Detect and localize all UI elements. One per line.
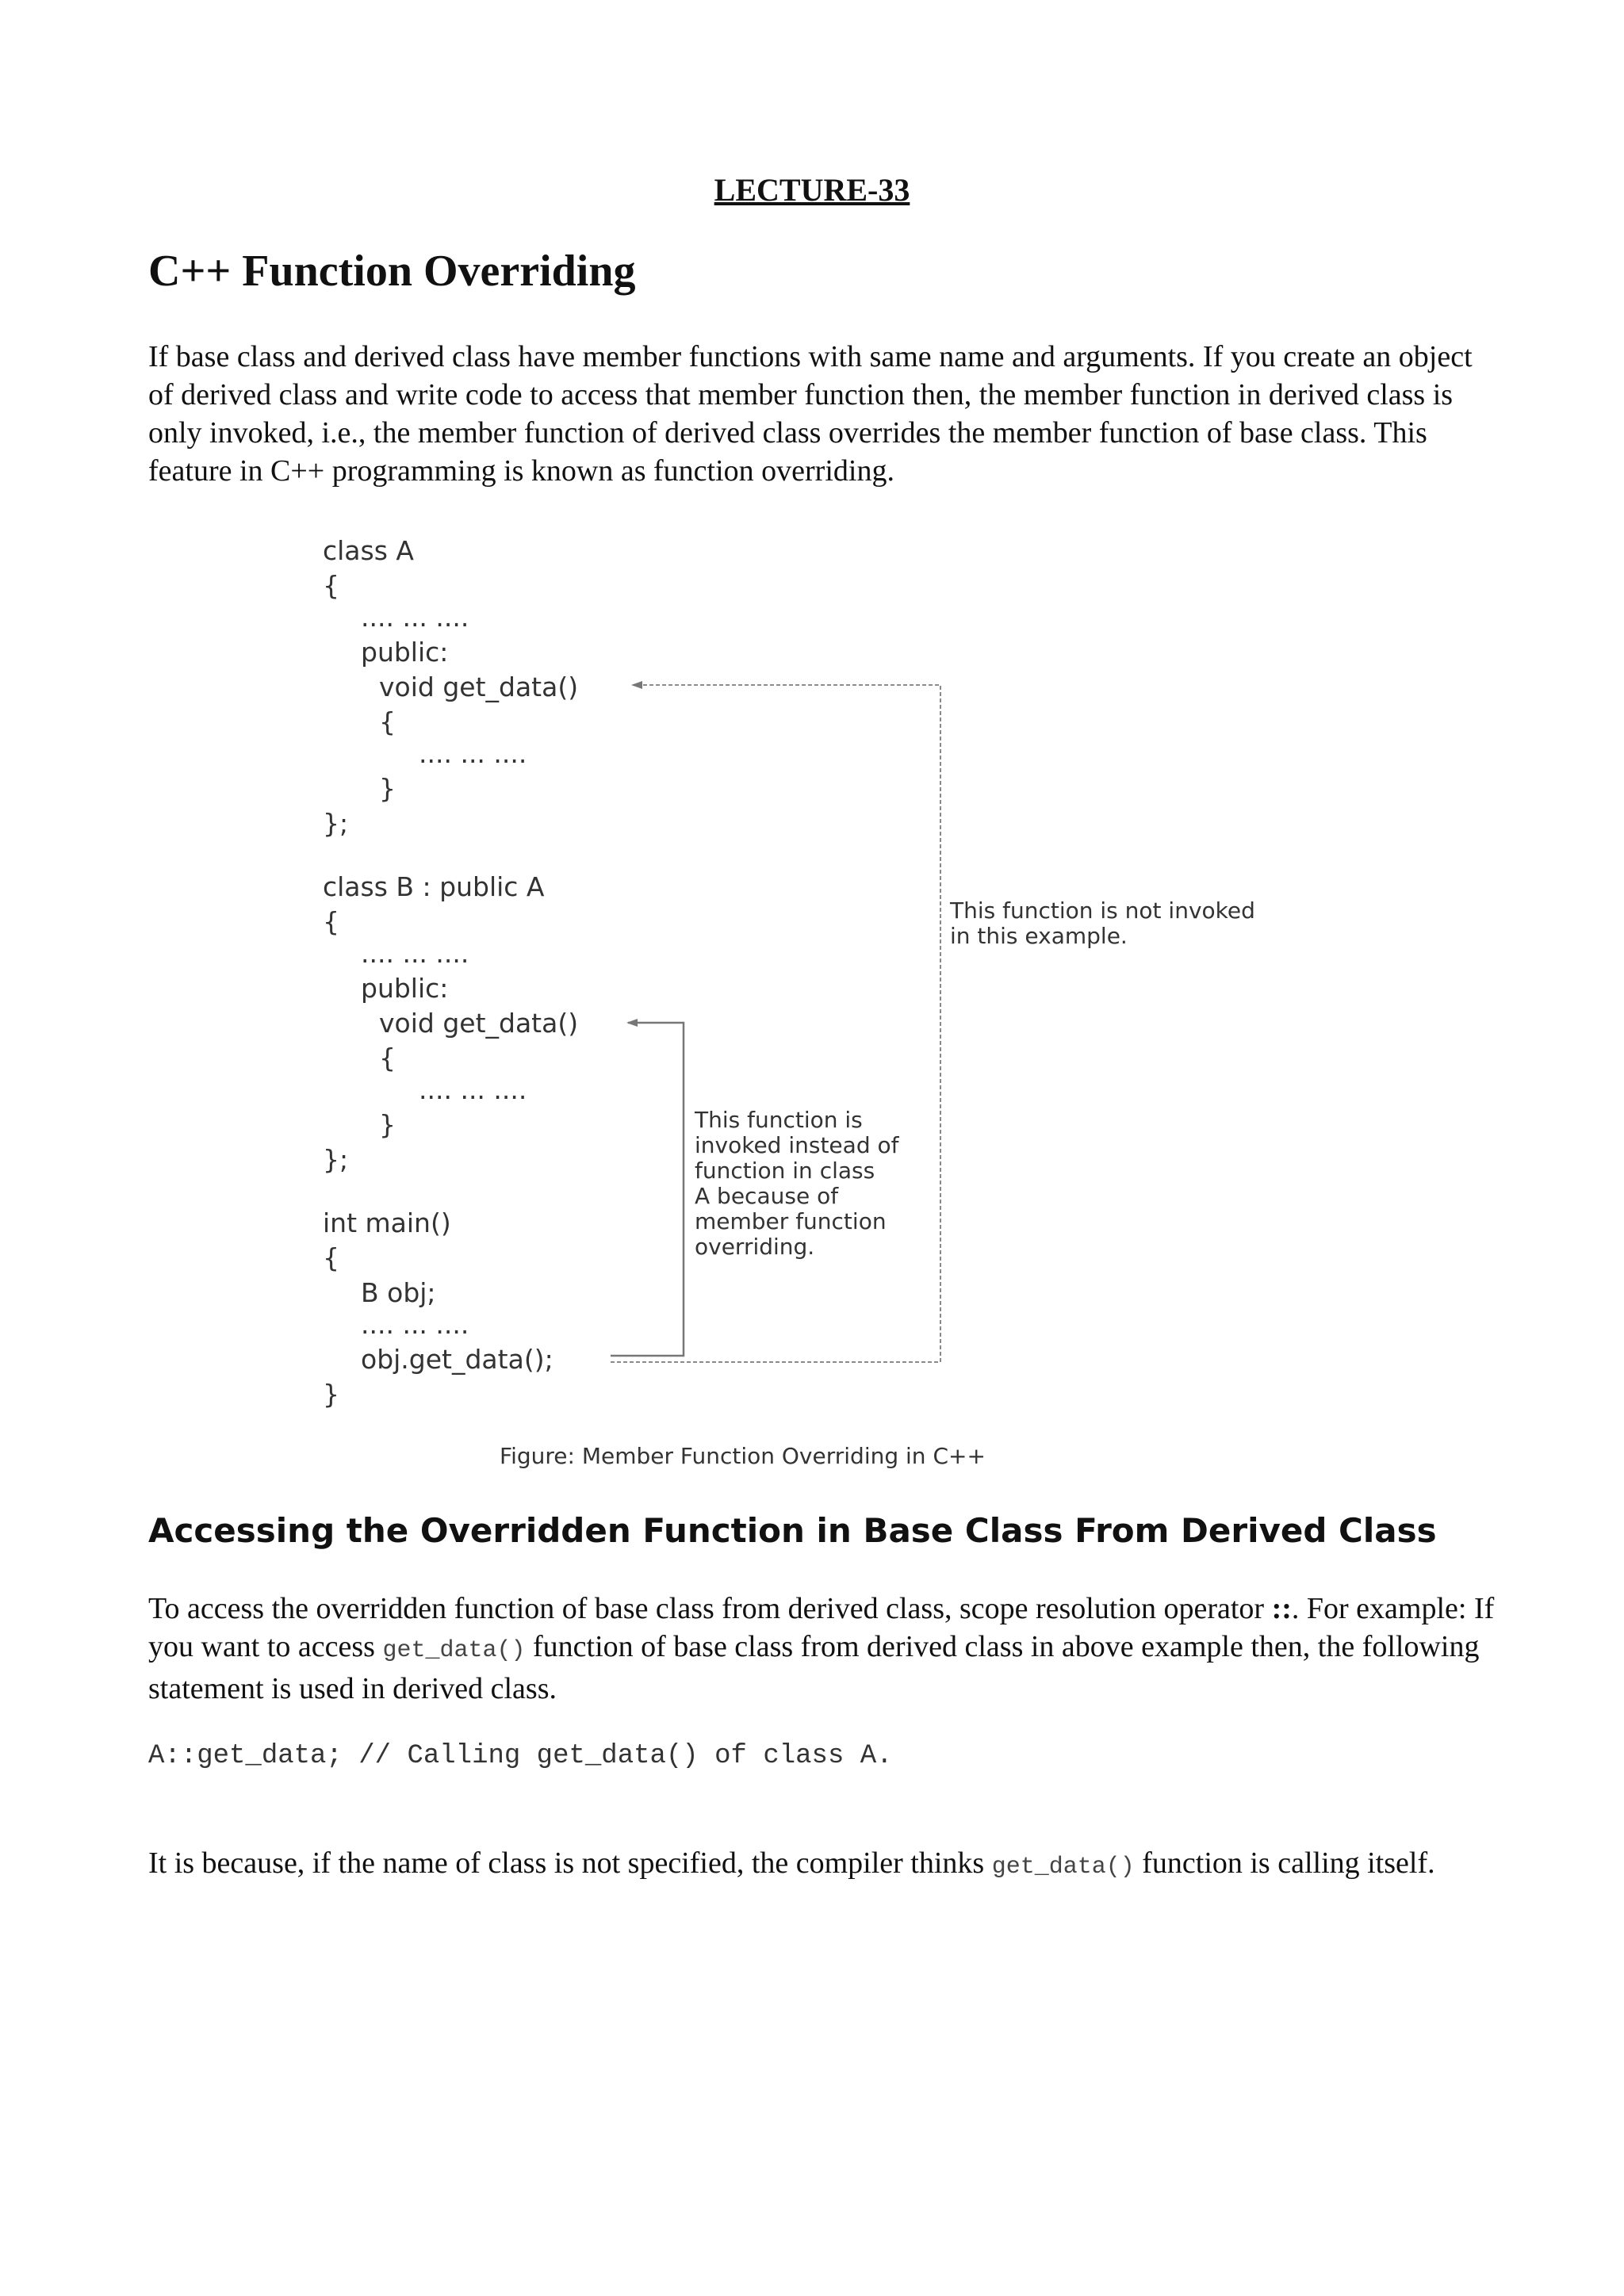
closing-paragraph (148, 1844, 1496, 1886)
code-line-class-a: class A (323, 535, 414, 566)
page-title: C++ Function Overriding (148, 247, 636, 296)
closing-text: It is because, if the name of class is not specified, the compiler thinks (148, 1846, 992, 1880)
code-line-class-b: class B : public A (323, 871, 545, 902)
note-invoked-line: A because of (695, 1183, 839, 1209)
access-text: To access the overridden function of base class from derived class, scope resolution operator (148, 1592, 1272, 1625)
code-line-public: public: (361, 637, 449, 668)
note-invoked-line: This function is (695, 1107, 863, 1133)
figure-caption: Figure: Member Function Overriding in C++ (500, 1443, 986, 1469)
code-line-brace: } (323, 1379, 339, 1410)
note-invoked-line: member function (695, 1208, 887, 1234)
access-paragraph (148, 1590, 1496, 1708)
code-line-object: B obj; (361, 1277, 436, 1308)
code-line-ellipsis: .... ... .... (361, 602, 469, 633)
code-line-brace: } (379, 773, 396, 804)
inline-code: get_data() (991, 1854, 1135, 1881)
overriding-figure (301, 523, 1332, 1475)
code-line-base-get-data: void get_data() (379, 672, 579, 702)
code-line-call: obj.get_data(); (361, 1344, 553, 1375)
code-line-brace: { (323, 1242, 339, 1273)
code-line-brace: { (379, 1043, 396, 1073)
scope-operator: :: (1271, 1592, 1292, 1625)
code-line-derived-get-data: void get_data() (379, 1008, 579, 1039)
note-invoked-line: function in class (695, 1158, 875, 1184)
figure-diagram (301, 523, 1332, 1475)
access-text: . For example: If you want to access (148, 1592, 1495, 1663)
code-line-brace: }; (323, 808, 349, 839)
section-heading: Accessing the Overridden Function in Base Class From Derived Class (148, 1511, 1437, 1550)
intro-paragraph: If base class and derived class have member functions with same name and arguments. If you create an object of derived class and write code to access that member function then, the member function in derived class is only invoked, i.e., the member function of derived class overrides the member function of base class. This feature in C++ programming is known as function overriding. (148, 340, 1473, 488)
connector-derived-function (611, 1023, 684, 1356)
note-invoked-line: overriding. (695, 1234, 815, 1260)
note-invoked-line: invoked instead of (695, 1132, 899, 1158)
code-line-brace: }; (323, 1144, 349, 1175)
code-example: A::get_data; // Calling get_data() of class A. (148, 1741, 893, 1771)
access-text: function of base class from derived class in above example then, the following statement is used in derived class. (148, 1630, 1480, 1705)
note-not-invoked-line: This function is not invoked (950, 897, 1255, 924)
code-line-ellipsis: .... ... .... (361, 938, 469, 969)
code-line-main: int main() (323, 1207, 451, 1238)
code-line-ellipsis: .... ... .... (419, 1074, 527, 1105)
code-line-ellipsis: .... ... .... (419, 738, 527, 769)
code-line-brace: { (379, 706, 396, 737)
code-line-ellipsis: .... ... .... (361, 1309, 469, 1340)
lecture-heading: LECTURE-33 (714, 172, 910, 208)
code-line-brace: { (323, 570, 339, 601)
inline-code: get_data() (382, 1637, 526, 1664)
note-not-invoked-line: in this example. (950, 923, 1128, 949)
code-line-brace: { (323, 906, 339, 937)
code-line-public: public: (361, 973, 449, 1004)
code-line-brace: } (379, 1109, 396, 1140)
closing-text: function is calling itself. (1134, 1846, 1435, 1880)
